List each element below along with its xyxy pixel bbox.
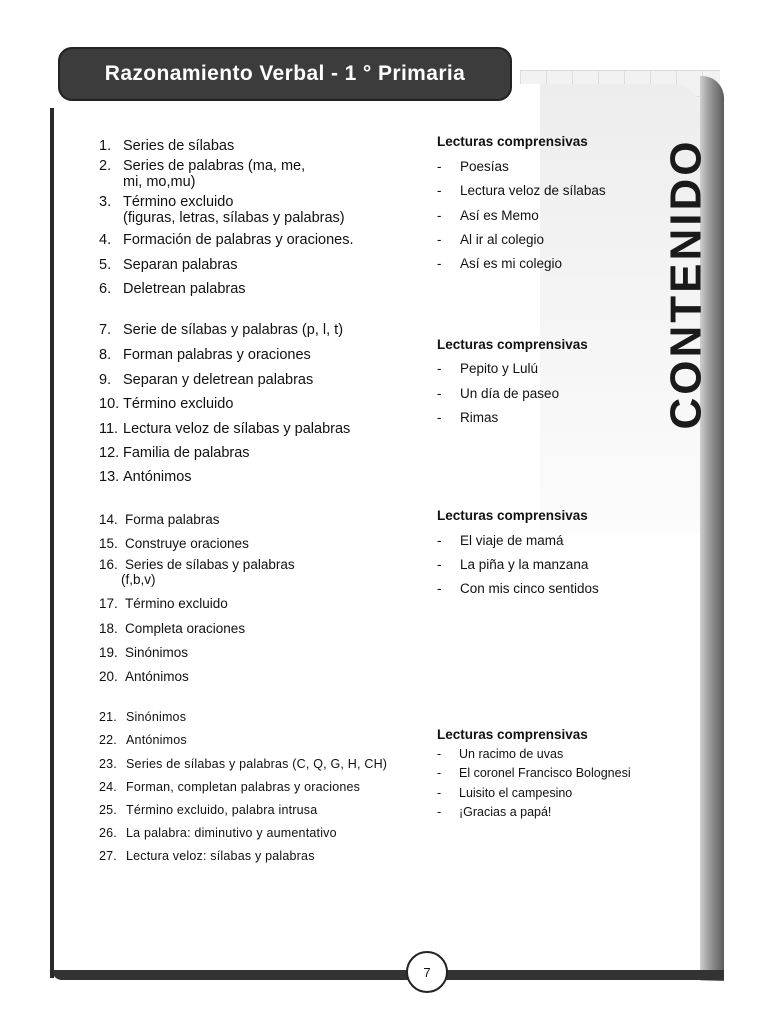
side-title: CONTENIDO [661,138,710,430]
reading-item: - Poesías [437,159,509,174]
reading-item: - El coronel Francisco Bolognesi [437,766,631,780]
page-number: 7 [406,951,448,993]
topic-item: 4. Formación de palabras y oraciones. [99,232,354,248]
topic-item: 10. Término excluido [99,396,234,412]
title-banner [58,47,512,101]
reading-item: - Con mis cinco sentidos [437,581,599,596]
topic-item: 22. Antónimos [99,733,187,747]
topic-item: 5. Separan palabras [99,257,238,273]
readings-title: Lecturas comprensivas [437,134,588,149]
topic-item: 11. Lectura veloz de sílabas y palabras [99,421,351,437]
topic-item: 12. Familia de palabras [99,445,250,461]
topic-item: 17. Término excluido [99,596,228,611]
reading-item: - ¡Gracias a papá! [437,805,552,819]
topic-item: 16. Series de sílabas y palabras (f,b,v) [99,557,295,587]
reading-item: - Pepito y Lulú [437,361,539,376]
reading-item: - Luisito el campesino [437,786,573,800]
topic-item: 19. Sinónimos [99,645,189,660]
topic-item: 8. Forman palabras y oraciones [99,347,311,363]
reading-item: - Así es mi colegio [437,256,563,271]
side-title-box [654,138,718,430]
topic-item: 15. Construye oraciones [99,536,249,551]
reading-item: - Rimas [437,410,499,425]
reading-item: - El viaje de mamá [437,533,564,548]
topic-item: 25. Término excluido, palabra intrusa [99,803,318,817]
topic-item: 3. Término excluido (figuras, letras, sílabas y palabras) [99,194,345,226]
reading-item: - Lectura veloz de sílabas [437,183,606,198]
topic-item: 7. Serie de sílabas y palabras (p, l, t) [99,322,344,338]
readings-title: Lecturas comprensivas [437,508,588,523]
topic-item: 27. Lectura veloz: sílabas y palabras [99,849,315,863]
reading-item: - Así es Memo [437,208,539,223]
topic-item: 13. Antónimos [99,469,192,485]
topic-item: 26. La palabra: diminutivo y aumentativo [99,826,337,840]
topic-item: 23. Series de sílabas y palabras (C, Q, G, H, CH) [99,757,388,771]
page-frame-bottom [52,970,724,980]
topic-item: 2. Series de palabras (ma, me, mi, mo,mu) [99,158,306,190]
topic-item: 24. Forman, completan palabras y oraciones [99,780,361,794]
topic-item: 20. Antónimos [99,669,189,684]
reading-item: - Un racimo de uvas [437,747,564,761]
readings-title: Lecturas comprensivas [437,337,588,352]
topic-item: 9. Separan y deletrean palabras [99,372,314,388]
reading-item: - Un día de paseo [437,386,560,401]
topic-item: 14. Forma palabras [99,512,220,527]
reading-item: - Al ir al colegio [437,232,545,247]
topic-item: 6. Deletrean palabras [99,281,246,297]
topic-item: 21. Sinónimos [99,710,187,724]
page-title: Razonamiento Verbal - 1 ° Primaria [104,62,466,85]
readings-title: Lecturas comprensivas [437,727,588,742]
topic-item: 1. Series de sílabas [99,138,235,154]
topic-item: 18. Completa oraciones [99,621,246,636]
reading-item: - La piña y la manzana [437,557,589,572]
